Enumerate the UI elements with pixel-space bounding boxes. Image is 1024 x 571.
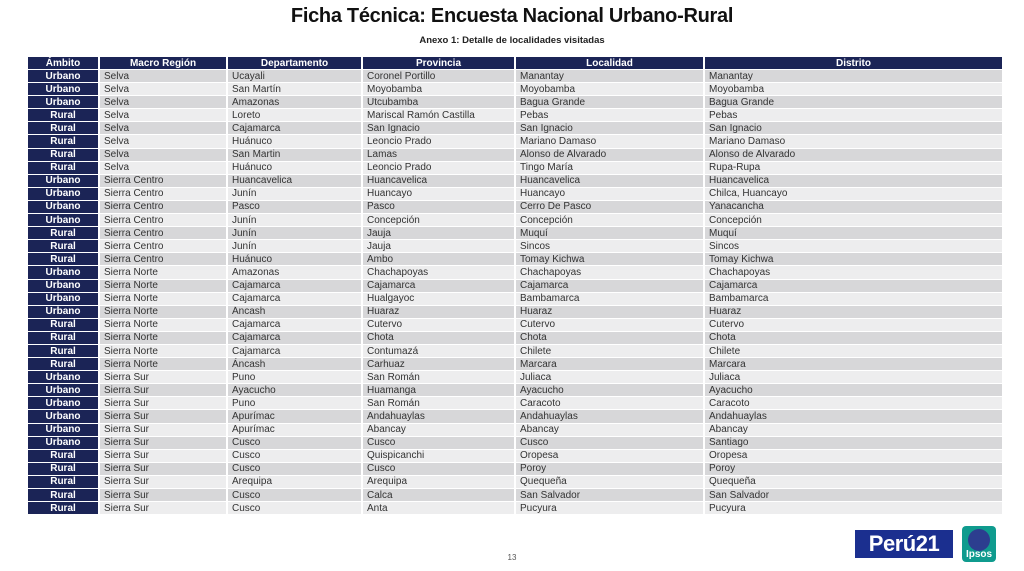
cell-ambito: Urbano <box>28 397 99 410</box>
header-provincia: Provincia <box>362 57 515 70</box>
page-subtitle: Anexo 1: Detalle de localidades visitadas <box>419 35 605 46</box>
cell-macro-region: Sierra Norte <box>99 305 227 318</box>
table-row <box>28 161 1003 174</box>
table-row <box>28 292 1003 305</box>
cell-macro-region: Sierra Sur <box>99 371 227 384</box>
table-row <box>28 187 1003 200</box>
cell-macro-region: Selva <box>99 148 227 161</box>
cell-localidad: Tomay Kichwa <box>515 253 704 266</box>
cell-distrito: Manantay <box>704 70 1003 83</box>
cell-macro-region: Sierra Centro <box>99 200 227 213</box>
cell-distrito: Ayacucho <box>704 384 1003 397</box>
table-row <box>28 436 1003 449</box>
table-row <box>28 96 1003 109</box>
cell-ambito: Urbano <box>28 200 99 213</box>
cell-macro-region: Sierra Centro <box>99 240 227 253</box>
cell-localidad: Bagua Grande <box>515 96 704 109</box>
cell-distrito: Yanacancha <box>704 200 1003 213</box>
table-row <box>28 462 1003 475</box>
cell-departamento: Amazonas <box>227 266 362 279</box>
cell-ambito: Rural <box>28 227 99 240</box>
cell-macro-region: Sierra Norte <box>99 266 227 279</box>
cell-departamento: Apurímac <box>227 423 362 436</box>
cell-provincia: Huaraz <box>362 305 515 318</box>
cell-provincia: Pasco <box>362 200 515 213</box>
table-row <box>28 384 1003 397</box>
cell-departamento: Cajamarca <box>227 292 362 305</box>
cell-macro-region: Selva <box>99 109 227 122</box>
table-row <box>28 358 1003 371</box>
cell-macro-region: Selva <box>99 96 227 109</box>
cell-departamento: Cajamarca <box>227 344 362 357</box>
cell-ambito: Urbano <box>28 410 99 423</box>
cell-departamento: Huánuco <box>227 253 362 266</box>
cell-ambito: Urbano <box>28 70 99 83</box>
header-localidad: Localidad <box>515 57 704 70</box>
cell-macro-region: Sierra Sur <box>99 384 227 397</box>
ipsos-ring-icon <box>968 529 990 551</box>
cell-localidad: Caracoto <box>515 397 704 410</box>
cell-localidad: Chota <box>515 331 704 344</box>
cell-macro-region: Sierra Norte <box>99 344 227 357</box>
cell-macro-region: Sierra Sur <box>99 475 227 488</box>
cell-macro-region: Selva <box>99 161 227 174</box>
cell-localidad: Cusco <box>515 436 704 449</box>
cell-macro-region: Sierra Norte <box>99 292 227 305</box>
cell-localidad: Quequeña <box>515 475 704 488</box>
cell-provincia: Huancayo <box>362 187 515 200</box>
table-row <box>28 227 1003 240</box>
cell-ambito: Rural <box>28 161 99 174</box>
cell-ambito: Rural <box>28 135 99 148</box>
peru21-logo <box>855 530 953 558</box>
cell-provincia: Chota <box>362 331 515 344</box>
table-row <box>28 423 1003 436</box>
cell-localidad: Concepción <box>515 214 704 227</box>
cell-localidad: Pucyura <box>515 502 704 515</box>
cell-provincia: San Román <box>362 397 515 410</box>
cell-localidad: Tingo María <box>515 161 704 174</box>
header-ambito: Ámbito <box>28 57 99 70</box>
ipsos-logo <box>962 526 996 562</box>
cell-ambito: Rural <box>28 462 99 475</box>
table-row <box>28 344 1003 357</box>
table-row <box>28 331 1003 344</box>
cell-distrito: Huaraz <box>704 305 1003 318</box>
cell-macro-region: Sierra Sur <box>99 397 227 410</box>
cell-ambito: Rural <box>28 240 99 253</box>
localities-table <box>28 57 1004 514</box>
page-number: 13 <box>507 553 517 562</box>
cell-provincia: Abancay <box>362 423 515 436</box>
cell-ambito: Rural <box>28 253 99 266</box>
cell-localidad: Cajamarca <box>515 279 704 292</box>
cell-departamento: Huánuco <box>227 161 362 174</box>
cell-departamento: Huancavelica <box>227 174 362 187</box>
cell-ambito: Urbano <box>28 292 99 305</box>
cell-provincia: Cajamarca <box>362 279 515 292</box>
cell-departamento: Junín <box>227 187 362 200</box>
table-row <box>28 371 1003 384</box>
cell-provincia: Cusco <box>362 436 515 449</box>
cell-localidad: Chilete <box>515 344 704 357</box>
cell-macro-region: Sierra Sur <box>99 502 227 515</box>
cell-macro-region: Sierra Norte <box>99 318 227 331</box>
cell-macro-region: Sierra Sur <box>99 410 227 423</box>
cell-macro-region: Sierra Norte <box>99 331 227 344</box>
table-body <box>28 70 1003 515</box>
cell-localidad: Abancay <box>515 423 704 436</box>
cell-provincia: Utcubamba <box>362 96 515 109</box>
cell-distrito: Tomay Kichwa <box>704 253 1003 266</box>
table-row <box>28 214 1003 227</box>
cell-departamento: Huánuco <box>227 135 362 148</box>
table-header-row <box>28 57 1003 70</box>
cell-provincia: Quispicanchi <box>362 449 515 462</box>
cell-macro-region: Sierra Norte <box>99 279 227 292</box>
cell-distrito: Chilete <box>704 344 1003 357</box>
cell-distrito: Cajamarca <box>704 279 1003 292</box>
cell-ambito: Rural <box>28 489 99 502</box>
cell-macro-region: Sierra Sur <box>99 462 227 475</box>
cell-distrito: Poroy <box>704 462 1003 475</box>
cell-departamento: Cajamarca <box>227 122 362 135</box>
cell-distrito: Bagua Grande <box>704 96 1003 109</box>
cell-distrito: Andahuaylas <box>704 410 1003 423</box>
cell-distrito: Abancay <box>704 423 1003 436</box>
table-row <box>28 397 1003 410</box>
cell-departamento: Áncash <box>227 358 362 371</box>
cell-departamento: Arequipa <box>227 475 362 488</box>
table-row <box>28 502 1003 515</box>
cell-distrito: Bambamarca <box>704 292 1003 305</box>
cell-provincia: Hualgayoc <box>362 292 515 305</box>
cell-macro-region: Sierra Centro <box>99 187 227 200</box>
table-row <box>28 109 1003 122</box>
cell-localidad: Marcara <box>515 358 704 371</box>
cell-distrito: Marcara <box>704 358 1003 371</box>
cell-localidad: Pebas <box>515 109 704 122</box>
cell-macro-region: Sierra Sur <box>99 449 227 462</box>
cell-distrito: Juliaca <box>704 371 1003 384</box>
cell-macro-region: Sierra Centro <box>99 227 227 240</box>
table-row <box>28 240 1003 253</box>
cell-provincia: Chachapoyas <box>362 266 515 279</box>
cell-departamento: Cusco <box>227 449 362 462</box>
cell-localidad: Manantay <box>515 70 704 83</box>
cell-localidad: Andahuaylas <box>515 410 704 423</box>
header-distrito: Distrito <box>704 57 1003 70</box>
cell-distrito: Muquí <box>704 227 1003 240</box>
cell-localidad: Sincos <box>515 240 704 253</box>
cell-departamento: Puno <box>227 371 362 384</box>
cell-ambito: Urbano <box>28 214 99 227</box>
cell-macro-region: Selva <box>99 83 227 96</box>
cell-macro-region: Sierra Centro <box>99 214 227 227</box>
cell-localidad: San Salvador <box>515 489 704 502</box>
cell-distrito: Huancavelica <box>704 174 1003 187</box>
cell-provincia: Carhuaz <box>362 358 515 371</box>
cell-ambito: Rural <box>28 318 99 331</box>
cell-localidad: Alonso de Alvarado <box>515 148 704 161</box>
cell-localidad: Juliaca <box>515 371 704 384</box>
cell-localidad: San Ignacio <box>515 122 704 135</box>
cell-provincia: Concepción <box>362 214 515 227</box>
header-macro-region: Macro Región <box>99 57 227 70</box>
table-row <box>28 83 1003 96</box>
table-row <box>28 174 1003 187</box>
cell-departamento: San Martín <box>227 83 362 96</box>
cell-localidad: Muquí <box>515 227 704 240</box>
cell-distrito: Caracoto <box>704 397 1003 410</box>
cell-ambito: Urbano <box>28 371 99 384</box>
cell-provincia: Jauja <box>362 227 515 240</box>
table-row <box>28 410 1003 423</box>
cell-localidad: Oropesa <box>515 449 704 462</box>
cell-ambito: Urbano <box>28 279 99 292</box>
cell-departamento: Ayacucho <box>227 384 362 397</box>
cell-departamento: Cusco <box>227 502 362 515</box>
cell-distrito: Chilca, Huancayo <box>704 187 1003 200</box>
cell-ambito: Urbano <box>28 305 99 318</box>
peru21-logo-text: Perú21 <box>868 531 940 556</box>
cell-ambito: Urbano <box>28 384 99 397</box>
cell-provincia: Calca <box>362 489 515 502</box>
page-title: Ficha Técnica: Encuesta Nacional Urbano-Rural <box>290 5 734 27</box>
cell-provincia: Jauja <box>362 240 515 253</box>
cell-localidad: Bambamarca <box>515 292 704 305</box>
cell-distrito: Pucyura <box>704 502 1003 515</box>
cell-ambito: Rural <box>28 331 99 344</box>
cell-ambito: Urbano <box>28 187 99 200</box>
cell-departamento: Ucayali <box>227 70 362 83</box>
cell-localidad: Ayacucho <box>515 384 704 397</box>
table-row <box>28 253 1003 266</box>
cell-distrito: Moyobamba <box>704 83 1003 96</box>
cell-ambito: Urbano <box>28 436 99 449</box>
cell-provincia: Andahuaylas <box>362 410 515 423</box>
cell-distrito: Pebas <box>704 109 1003 122</box>
cell-distrito: Cutervo <box>704 318 1003 331</box>
cell-departamento: Cusco <box>227 436 362 449</box>
table-row <box>28 148 1003 161</box>
cell-ambito: Rural <box>28 109 99 122</box>
cell-departamento: San Martin <box>227 148 362 161</box>
cell-macro-region: Sierra Sur <box>99 436 227 449</box>
table-row <box>28 475 1003 488</box>
header-departamento: Departamento <box>227 57 362 70</box>
cell-ambito: Urbano <box>28 423 99 436</box>
cell-localidad: Huaraz <box>515 305 704 318</box>
cell-macro-region: Sierra Centro <box>99 253 227 266</box>
cell-provincia: San Ignacio <box>362 122 515 135</box>
cell-localidad: Huancavelica <box>515 174 704 187</box>
table-row <box>28 449 1003 462</box>
cell-distrito: Mariano Damaso <box>704 135 1003 148</box>
cell-departamento: Cajamarca <box>227 318 362 331</box>
cell-ambito: Urbano <box>28 83 99 96</box>
cell-macro-region: Sierra Centro <box>99 174 227 187</box>
cell-departamento: Loreto <box>227 109 362 122</box>
cell-macro-region: Selva <box>99 135 227 148</box>
table-row <box>28 318 1003 331</box>
cell-distrito: Rupa-Rupa <box>704 161 1003 174</box>
cell-distrito: Chota <box>704 331 1003 344</box>
cell-distrito: Santiago <box>704 436 1003 449</box>
cell-departamento: Amazonas <box>227 96 362 109</box>
cell-distrito: Concepción <box>704 214 1003 227</box>
cell-provincia: Cutervo <box>362 318 515 331</box>
cell-distrito: San Salvador <box>704 489 1003 502</box>
cell-localidad: Poroy <box>515 462 704 475</box>
cell-localidad: Chachapoyas <box>515 266 704 279</box>
cell-provincia: San Román <box>362 371 515 384</box>
cell-macro-region: Sierra Sur <box>99 423 227 436</box>
cell-distrito: Alonso de Alvarado <box>704 148 1003 161</box>
table-row <box>28 135 1003 148</box>
cell-departamento: Pasco <box>227 200 362 213</box>
cell-macro-region: Selva <box>99 122 227 135</box>
cell-provincia: Contumazá <box>362 344 515 357</box>
cell-localidad: Moyobamba <box>515 83 704 96</box>
cell-ambito: Rural <box>28 122 99 135</box>
cell-macro-region: Selva <box>99 70 227 83</box>
table-row <box>28 279 1003 292</box>
cell-macro-region: Sierra Sur <box>99 489 227 502</box>
cell-localidad: Mariano Damaso <box>515 135 704 148</box>
cell-provincia: Arequipa <box>362 475 515 488</box>
cell-distrito: Sincos <box>704 240 1003 253</box>
cell-provincia: Lamas <box>362 148 515 161</box>
cell-departamento: Junín <box>227 214 362 227</box>
table-row <box>28 122 1003 135</box>
cell-ambito: Rural <box>28 358 99 371</box>
cell-provincia: Moyobamba <box>362 83 515 96</box>
cell-departamento: Junín <box>227 240 362 253</box>
cell-macro-region: Sierra Norte <box>99 358 227 371</box>
cell-ambito: Urbano <box>28 174 99 187</box>
cell-ambito: Rural <box>28 449 99 462</box>
cell-ambito: Urbano <box>28 266 99 279</box>
table-row <box>28 200 1003 213</box>
cell-localidad: Cutervo <box>515 318 704 331</box>
cell-departamento: Cajamarca <box>227 279 362 292</box>
cell-ambito: Urbano <box>28 96 99 109</box>
cell-provincia: Ambo <box>362 253 515 266</box>
cell-localidad: Cerro De Pasco <box>515 200 704 213</box>
table-row <box>28 489 1003 502</box>
cell-provincia: Huancavelica <box>362 174 515 187</box>
cell-localidad: Huancayo <box>515 187 704 200</box>
cell-ambito: Rural <box>28 148 99 161</box>
cell-distrito: Oropesa <box>704 449 1003 462</box>
cell-provincia: Cusco <box>362 462 515 475</box>
cell-provincia: Huamanga <box>362 384 515 397</box>
table-row <box>28 266 1003 279</box>
cell-departamento: Áncash <box>227 305 362 318</box>
cell-provincia: Leoncio Prado <box>362 135 515 148</box>
cell-ambito: Rural <box>28 475 99 488</box>
table-row <box>28 70 1003 83</box>
ipsos-logo-text: Ipsos <box>965 549 993 560</box>
cell-distrito: San Ignacio <box>704 122 1003 135</box>
cell-distrito: Quequeña <box>704 475 1003 488</box>
cell-departamento: Puno <box>227 397 362 410</box>
cell-departamento: Junín <box>227 227 362 240</box>
cell-provincia: Leoncio Prado <box>362 161 515 174</box>
cell-ambito: Rural <box>28 344 99 357</box>
cell-departamento: Cajamarca <box>227 331 362 344</box>
table-row <box>28 305 1003 318</box>
cell-departamento: Apurímac <box>227 410 362 423</box>
cell-departamento: Cusco <box>227 489 362 502</box>
cell-provincia: Mariscal Ramón Castilla <box>362 109 515 122</box>
cell-departamento: Cusco <box>227 462 362 475</box>
cell-provincia: Anta <box>362 502 515 515</box>
cell-ambito: Rural <box>28 502 99 515</box>
cell-distrito: Chachapoyas <box>704 266 1003 279</box>
cell-provincia: Coronel Portillo <box>362 70 515 83</box>
